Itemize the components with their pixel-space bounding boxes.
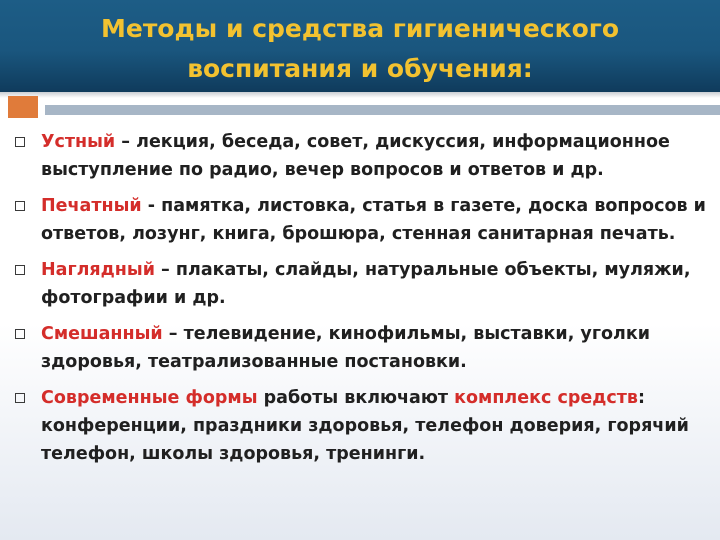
bullet-icon xyxy=(15,201,25,211)
list-item-mixed xyxy=(0,320,720,376)
list-item-oral xyxy=(0,128,720,184)
slide-title xyxy=(50,9,670,89)
item-term: Устный xyxy=(41,132,116,152)
item-text: : конференции, праздники здоровья, телефон доверия, горячий телефон, школы здоровья, тренинги. xyxy=(41,388,689,464)
list-item-print xyxy=(0,192,720,248)
item-term: Смешанный xyxy=(41,324,163,344)
bullet-icon xyxy=(15,265,25,275)
gray-accent-bar xyxy=(45,105,720,115)
item-separator: – xyxy=(115,132,137,152)
item-text: телевидение, кинофильмы, выставки, уголки здоровья, театрализованные постановки. xyxy=(41,324,650,372)
title-line-2: воспитания и обучения: xyxy=(187,54,533,83)
title-banner xyxy=(0,0,720,92)
bullet-icon xyxy=(15,393,25,403)
item-text: плакаты, слайды, натуральные объекты, муляжи, фотографии и др. xyxy=(41,260,691,308)
orange-accent-box xyxy=(8,96,38,118)
item-separator: – xyxy=(154,260,176,280)
list-item-visual xyxy=(0,256,720,312)
item-mid-text: работы включают xyxy=(257,388,455,408)
banner-shadow xyxy=(0,92,720,98)
item-separator: - xyxy=(141,196,162,216)
item-text: памятка, листовка, статья в газете, доска вопросов и ответов, лозунг, книга, брошюра, стенная санитарная печать. xyxy=(41,196,706,244)
bullet-list xyxy=(0,128,720,476)
bullet-icon xyxy=(15,329,25,339)
item-text: лекция, беседа, совет, дискуссия, информационное выступление по радио, вечер вопросов и ответов и др. xyxy=(41,132,670,180)
bullet-icon xyxy=(15,137,25,147)
item-term: Современные формы xyxy=(41,388,258,408)
list-item-modern xyxy=(0,384,720,468)
item-term: Наглядный xyxy=(41,260,155,280)
item-term: Печатный xyxy=(41,196,142,216)
item-separator: – xyxy=(162,324,184,344)
item-term-2: комплекс средств xyxy=(454,388,638,408)
title-line-1: Методы и средства гигиенического xyxy=(100,14,619,43)
